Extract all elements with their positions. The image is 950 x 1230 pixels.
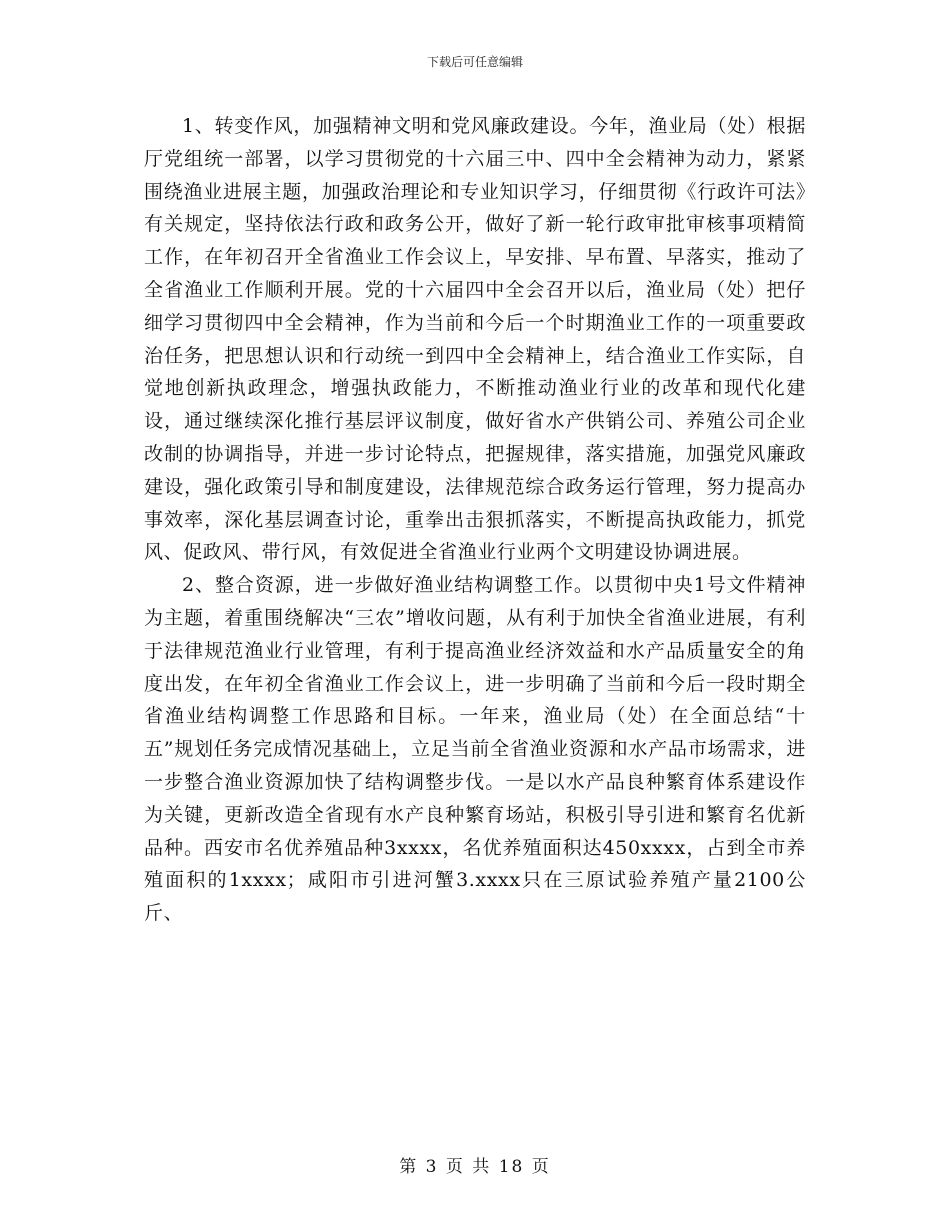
paragraph-1: 1、转变作风，加强精神文明和党风廉政建设。今年，渔业局（处）根据厅党组统一部署，以学习贯彻党的十六届三中、四中全会精神为动力，紧紧围绕渔业进展主题，加强政治理论和专业知识学习，仔细贯彻《行政许可法》有关规定，坚持依法行政和政务公开，做好了新一轮行政审批审核事项精简工作，在年初召开全省渔业工作会议上，早安排、早布置、早落实，推动了全省渔业工作顺利开展。党的十六届四中全会召开以后，渔业局（处）把仔细学习贯彻四中全会精神，作为当前和今后一个时期渔业工作的一项重要政治任务，把思想认识和行动统一到四中全会精神上，结合渔业工作实际，自觉地创新执政理念，增强执政能力，不断推动渔业行业的改革和现代化建设，通过继续深化推行基层评议制度，做好省水产供销公司、养殖公司企业改制的协调指导，并进一步讨论特点，把握规律，落实措施，加强党风廉政建设，强化政策引导和制度建设，法律规范综合政务运行管理，努力提高办事效率，深化基层调查讨论，重拳出击狠抓落实，不断提高执政能力，抓党风、促政风、带行风，有效促进全省渔业行业两个文明建设协调进展。 — [144, 115, 806, 564]
paragraph-2: 2、整合资源，进一步做好渔业结构调整工作。以贯彻中央1号文件精神为主题，着重围绕解决“三农”增收问题，从有利于加快全省渔业进展，有利于法律规范渔业行业管理，有利于提高渔业经济效益和水产品质量安全的角度出发，在年初全省渔业工作会议上，进一步明确了当前和今后一段时期全省渔业结构调整工作思路和目标。一年来，渔业局（处）在全面总结“十五”规划任务完成情况基础上，立足当前全省渔业资源和水产品市场需求，进一步整合渔业资源加快了结构调整步伐。一是以水产品良种繁育体系建设作为关键，更新改造全省现有水产良种繁育场站，积极引导引进和繁育名优新品种。西安市名优养殖品种3xxxx，名优养殖面积达450xxxx，占到全市养殖面积的1xxxx；咸阳市引进河蟹3.xxxx只在三原试验养殖产量2100公斤、 — [144, 574, 806, 925]
page-number-footer: 第 3 页 共 18 页 — [399, 1157, 551, 1177]
document-body — [144, 110, 806, 930]
page-header: 下载后可任意编辑 — [426, 55, 523, 69]
